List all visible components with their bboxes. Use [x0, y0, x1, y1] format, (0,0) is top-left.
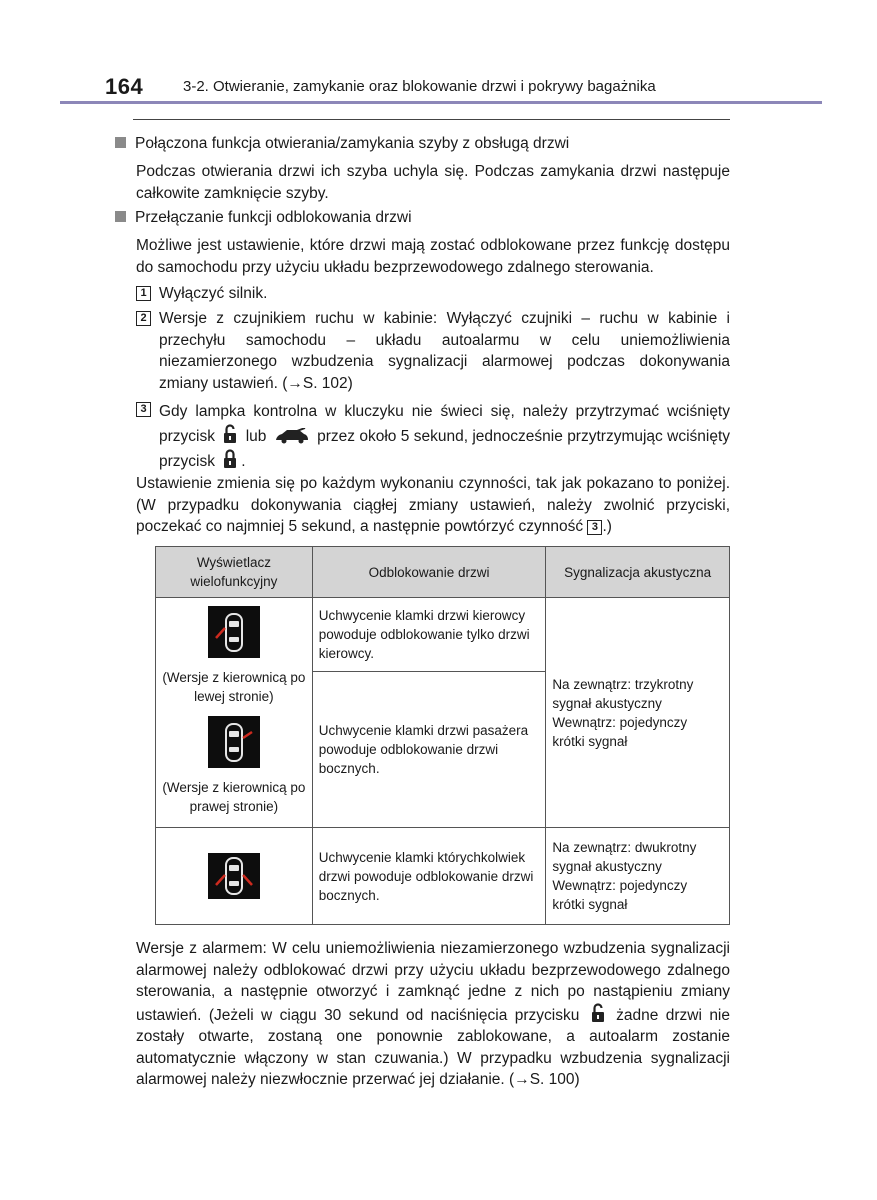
- trunk-icon: [275, 428, 309, 444]
- header-rule: [60, 101, 822, 104]
- unlock-icon: [223, 424, 237, 444]
- page-header: [105, 74, 821, 104]
- table-row: [156, 598, 730, 672]
- rows12-sound: Na zewnątrz: trzykrotny sygnał akustyczny Wewnątrz: pojedynczy krótki sygnał: [546, 598, 730, 828]
- unlock-icon: [591, 1003, 605, 1023]
- page-number: 164: [105, 74, 144, 99]
- display-cell-variants: [156, 598, 313, 828]
- row3-sound: Na zewnątrz: dwukrotny sygnał akustyczny Wewnątrz: pojedynczy krótki sygnał: [546, 828, 730, 925]
- section1-heading: Połączona funkcja otwierania/zamykania szyby z obsługą drzwi: [115, 135, 569, 153]
- display-cell-all: [156, 828, 313, 925]
- alarm-note: Wersje z alarmem: W celu uniemożliwienia niezamierzonego wzbudzenia sygnalizacji alarmowej należy odblokować drzwi przy użyciu układu bezprzewodowego zdalnego sterowania, a następnie otworzyć i zamknąć jedne z nich po nastąpieniu zmiany ustawień. (Jeżeli w ciągu 30 sekund od naciśnięcia przycisku żadne drzwi nie zostały otwarte, zostaną one ponownie zablokowane, a autoalarm zostanie automatycznie włączony w stan czuwania.) W przypadku wzbudzenia sygnalizacji alarmowej należy niezwłocznie przerwać jej działanie. (→S. 100): [136, 940, 730, 1088]
- section-rule: [133, 119, 730, 120]
- driver-door-display-icon: [208, 606, 260, 658]
- row3-unlock: Uchwycenie klamki którychkolwiek drzwi powoduje odblokowanie drzwi bocznych.: [312, 828, 546, 925]
- square-bullet-icon: [115, 137, 126, 148]
- unlock-settings-table: [155, 546, 730, 925]
- header-unlock: Odblokowanie drzwi: [312, 547, 546, 598]
- caption-rhd: (Wersje z kierownicą po prawej stronie): [162, 779, 306, 814]
- lock-icon: [223, 449, 237, 469]
- section2-heading: Przełączanie funkcji odblokowania drzwi: [115, 209, 412, 227]
- step-1: 1 Wyłączyć silnik.: [136, 283, 730, 305]
- section1-body: Podczas otwierania drzwi ich szyba uchyla się. Podczas zamykania drzwi następuje całkowite zamknięcie szyby.: [136, 163, 730, 202]
- chapter-title: 3-2. Otwieranie, zamykanie oraz blokowanie drzwi i pokrywy bagażnika: [183, 78, 656, 95]
- header-display: Wyświetlacz wielofunkcyjny: [156, 547, 313, 598]
- caption-lhd: (Wersje z kierownicą po lewej stronie): [162, 669, 306, 704]
- step-2: 2 Wersje z czujnikiem ruchu w kabinie: Wyłączyć czujniki – ruchu w kabinie i przechyłu samochodu – układu autoalarmu w celu uniemożliwienia niezamierzonego wzbudzenia sygnalizacji alarmowej podczas dokonywania zmiany ustawień. (→S. 102): [136, 308, 730, 394]
- section2-intro: Możliwe jest ustawienie, które drzwi mają zostać odblokowane przez funkcję dostępu do samochodu przy użyciu układu bezprzewodowego zdalnego sterowania.: [136, 237, 730, 276]
- all-doors-display-icon: [208, 853, 260, 899]
- table-row: [156, 828, 730, 925]
- table-header-row: [156, 547, 730, 598]
- passenger-door-display-icon: [208, 716, 260, 768]
- step-3: 3 Gdy lampka kontrolna w kluczyku nie świeci się, należy przytrzymać wciśnięty przycisk lub przez około 5 sekund, jednocześnie przytrzymując wciśnięty przycisk .: [136, 399, 730, 474]
- row1-unlock: Uchwycenie klamki drzwi kierowcy powoduje odblokowanie tylko drzwi kierowcy.: [312, 598, 546, 672]
- square-bullet-icon: [115, 211, 126, 222]
- row2-unlock: Uchwycenie klamki drzwi pasażera powoduje odblokowanie drzwi bocznych.: [312, 672, 546, 828]
- header-sound: Sygnalizacja akustyczna: [546, 547, 730, 598]
- section2-after: Ustawienie zmienia się po każdym wykonaniu czynności, tak jak pokazano to poniżej. (W przypadku dokonywania ciągłej zmiany ustawień, należy zwolnić przyciski, poczekać co najmniej 5 sekund, a następnie powtórzyć czynność 3 .): [136, 475, 730, 535]
